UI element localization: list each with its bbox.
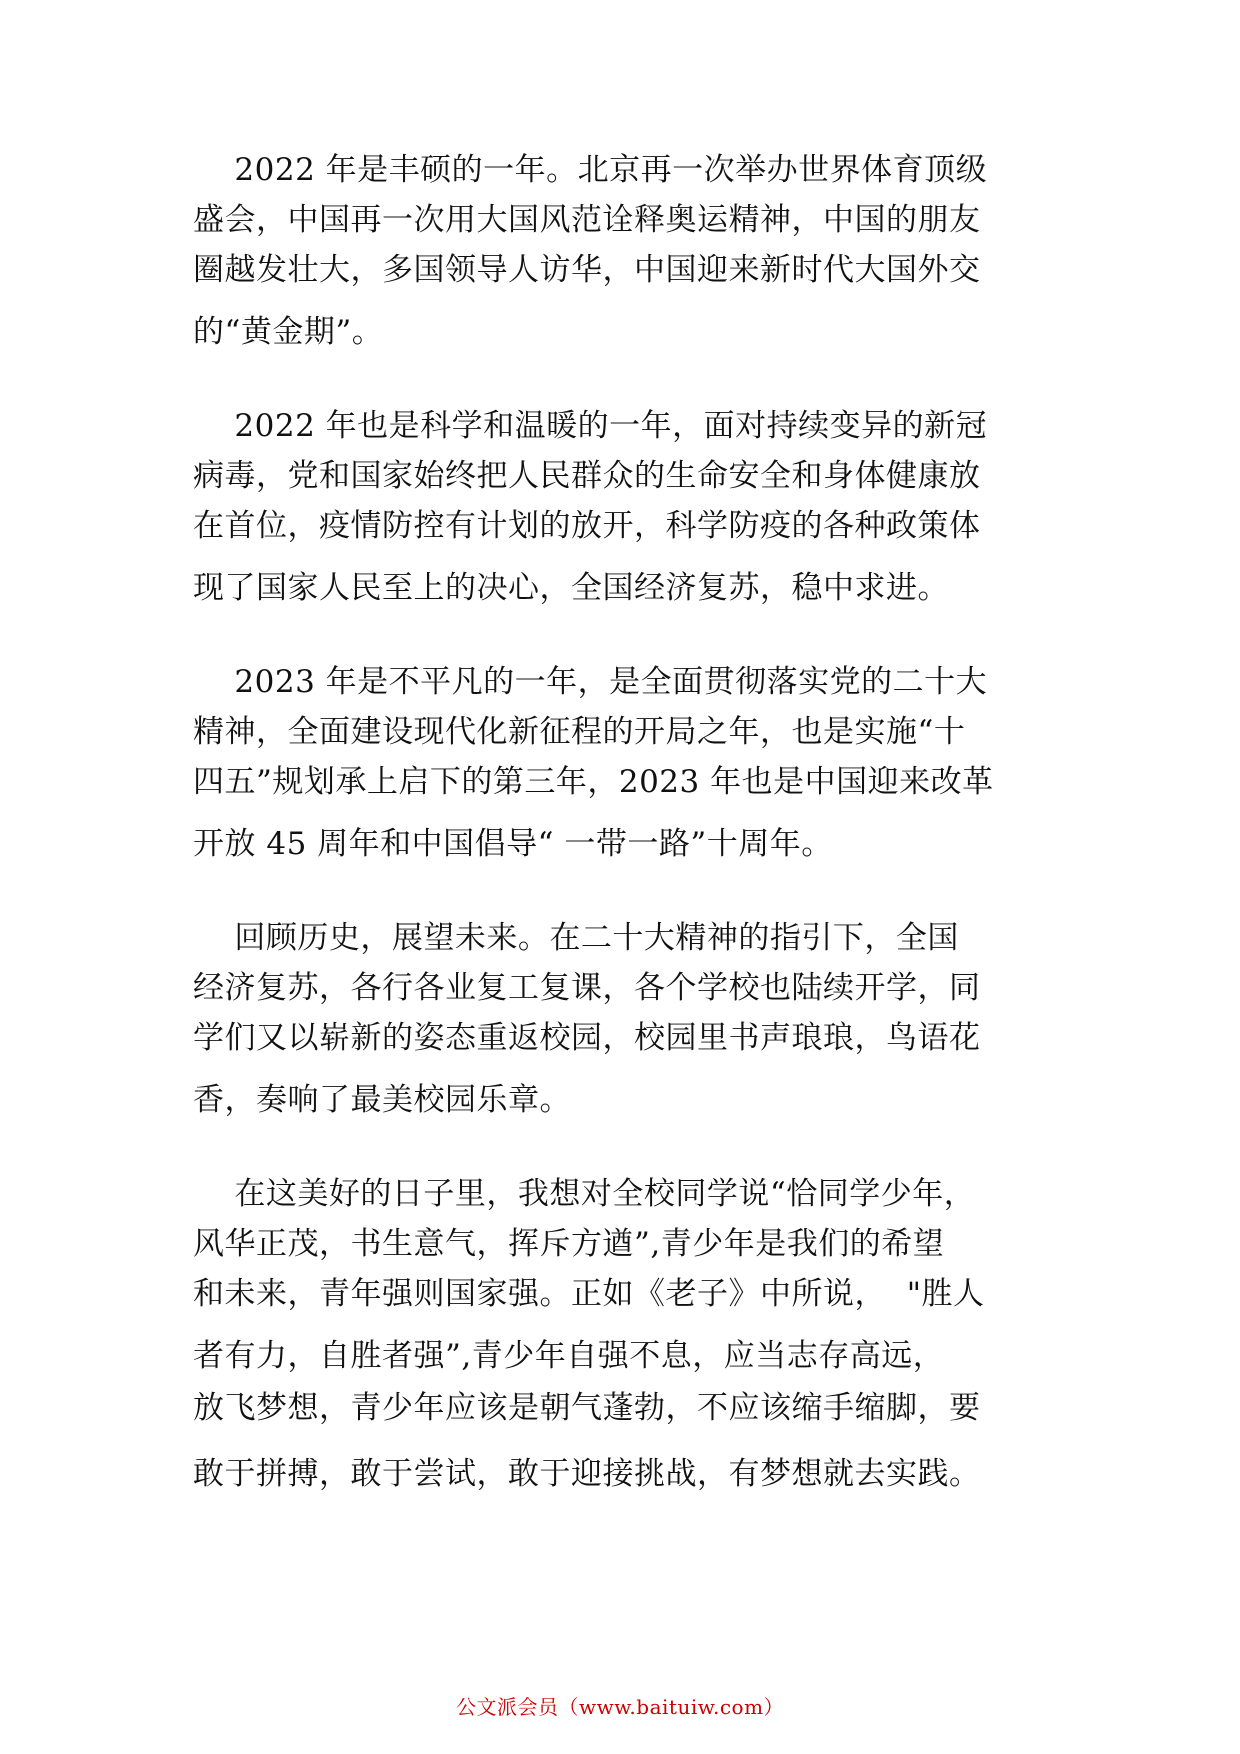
paragraph-line: 经济复苏，各行各业复工复课，各个学校也陆续开学，同 (193, 970, 981, 1006)
paragraph-line: 开放 45 周年和中国倡导“ 一带一路”十周年。 (193, 826, 833, 862)
paragraph-line: 香，奏响了最美校园乐章。 (193, 1082, 571, 1118)
paragraph-line: 病毒，党和国家始终把人民群众的生命安全和身体健康放 (193, 458, 981, 494)
paragraph-line: 敢于拼搏，敢于尝试，敢于迎接挑战，有梦想就去实践。 (193, 1456, 981, 1492)
paragraph-line: 现了国家人民至上的决心，全国经济复苏，稳中求进。 (193, 570, 949, 606)
paragraph-line: 四五”规划承上启下的第三年，2023 年也是中国迎来改革 (193, 764, 994, 800)
paragraph-line: 2022 年也是科学和温暖的一年，面对持续变异的新冠 (193, 408, 988, 444)
paragraph-line: 在这美好的日子里，我想对全校同学说“恰同学少年， (193, 1176, 976, 1212)
paragraph-line: 者有力，自胜者强”,青少年自强不息，应当志存高远， (193, 1338, 945, 1374)
paragraph-line: 圈越发壮大，多国领导人访华，中国迎来新时代大国外交 (193, 252, 981, 288)
paragraph-line: 放飞梦想，青少年应该是朝气蓬勃，不应该缩手缩脚，要 (193, 1390, 981, 1426)
paragraph-line: 在首位，疫情防控有计划的放开，科学防疫的各种政策体 (193, 508, 981, 544)
paragraph-line: 回顾历史，展望未来。在二十大精神的指引下，全国 (193, 920, 959, 956)
paragraph-line: 2022 年是丰硕的一年。北京再一次举办世界体育顶级 (193, 152, 988, 188)
paragraph-line: 盛会，中国再一次用大国风范诠释奥运精神，中国的朋友 (193, 202, 981, 238)
paragraph-line: 学们又以崭新的姿态重返校园，校园里书声琅琅，鸟语花 (193, 1020, 981, 1056)
paragraph-line: 风华正茂，书生意气，挥斥方遒”,青少年是我们的希望 (193, 1226, 945, 1262)
paragraph-line: 的“黄金期”。 (193, 314, 384, 350)
paragraph-line: 2023 年是不平凡的一年，是全面贯彻落实党的二十大 (193, 664, 988, 700)
footer-watermark: 公文派会员（www.baituiw.com） (455, 1695, 785, 1719)
paragraph-line: 和未来，青年强则国家强。正如《老子》中所说， "胜人 (193, 1276, 985, 1312)
paragraph-line: 精神，全面建设现代化新征程的开局之年，也是实施“十 (193, 714, 966, 750)
